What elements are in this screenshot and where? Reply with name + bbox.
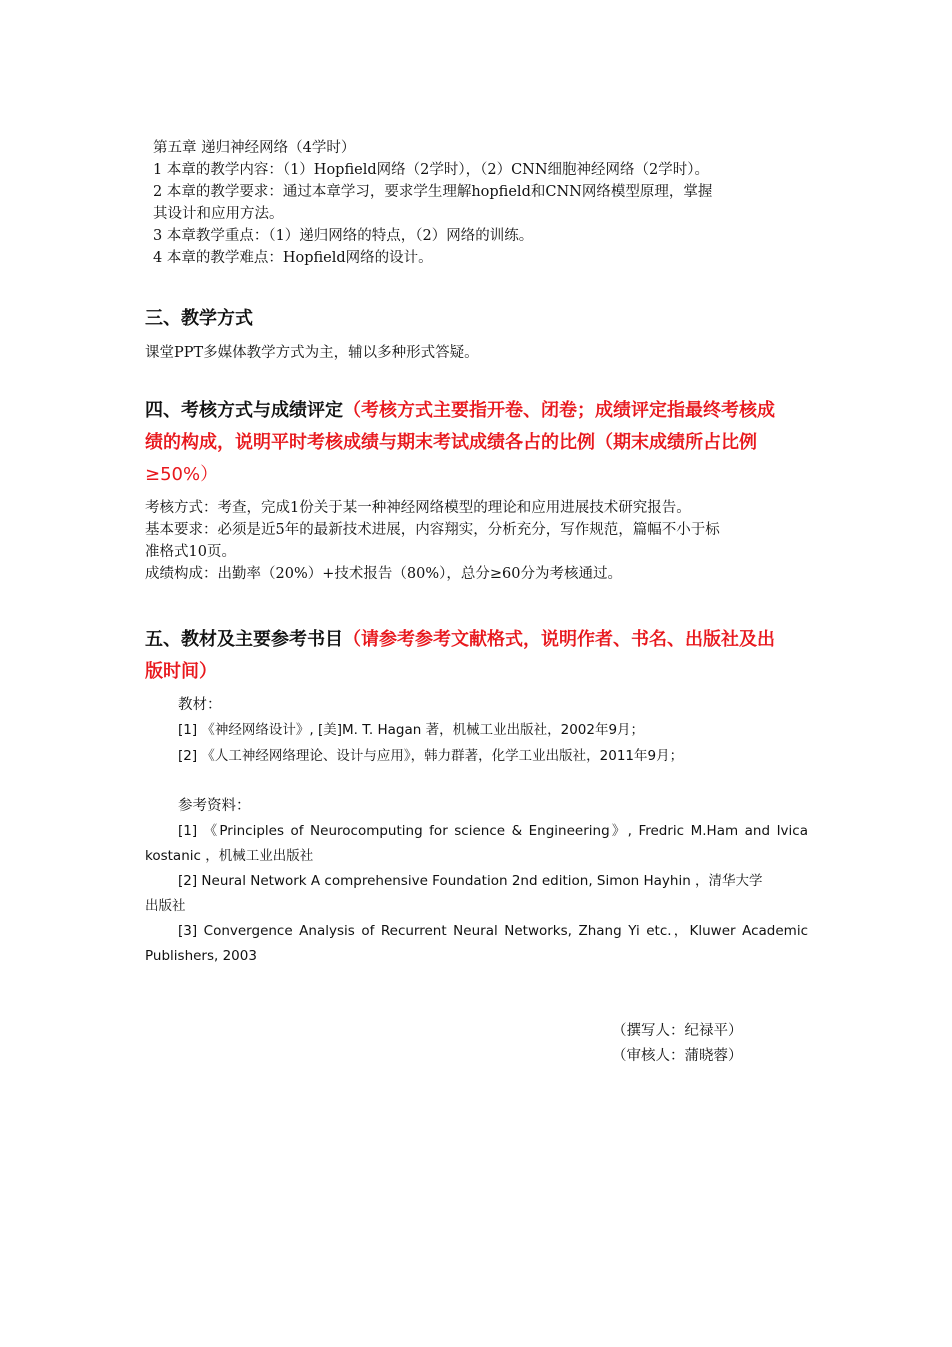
reference-label: 参考资料： [178,798,251,814]
author-signature: （撰写人：纪禄平） [612,1023,743,1039]
section4-note: （考核方式主要指开卷、闭卷；成绩评定指最终考核成 [343,400,775,421]
section5-heading-line1 [145,624,775,656]
reference-item: [1] 《Principles of Neurocomputing for science & Engineering》, Fredric M.Ham and Ivica [178,823,808,839]
section5-note: （请参考参考文献格式，说明作者、书名、出版社及出 [343,629,775,650]
chapter5-requirement-cont: 其设计和应用方法。 [153,206,284,222]
reference-item-cont: 出版社 [145,898,186,914]
section4-heading: 四、考核方式与成绩评定 [145,400,343,421]
section3-body: 课堂PPT多媒体教学方式为主，辅以多种形式答疑。 [145,345,479,361]
chapter5-difficulties: 4 本章的教学难点：Hopfield网络的设计。 [153,250,433,266]
chapter5-requirement: 2 本章的教学要求：通过本章学习，要求学生理解hopfield和CNN网络模型原理，掌握 [153,184,713,200]
chapter5-title: 第五章 递归神经网络（4学时） [153,140,356,156]
section5-note-line2: 版时间） [145,661,217,682]
chapter5-key-points: 3 本章教学重点：（1）递归网络的特点，（2）网络的训练。 [153,228,534,244]
basic-requirement-cont: 准格式10页。 [145,544,236,560]
reviewer-signature: （审核人：蒲晓蓉） [612,1048,743,1064]
reference-item-cont: Publishers, 2003 [145,948,257,964]
section4-note-line3: ≥50%） [145,464,219,485]
grade-composition: 成绩构成：出勤率（20%）+技术报告（80%），总分≥60分为考核通过。 [145,566,622,582]
reference-item: [2] Neural Network A comprehensive Foundation 2nd edition, Simon Hayhin ，清华大学 [178,873,763,889]
textbook-item: [2] 《人工神经网络理论、设计与应用》，韩力群著，化学工业出版社，2011年9月； [178,748,684,764]
section4-note-line2: 绩的构成，说明平时考核成绩与期末考试成绩各占的比例（期末成绩所占比例 [145,432,757,453]
assessment-method: 考核方式：考查，完成1份关于某一种神经网络模型的理论和应用进展技术研究报告。 [145,500,691,516]
basic-requirement: 基本要求：必须是近5年的最新技术进展，内容翔实，分析充分，写作规范，篇幅不小于标 [145,522,720,538]
textbook-label: 教材： [178,697,222,713]
section4-heading-line1 [145,395,775,427]
reference-item-cont: kostanic ，机械工业出版社 [145,848,314,864]
section3-heading: 三、教学方式 [145,308,253,329]
reference-item: [3] Convergence Analysis of Recurrent Neural Networks, Zhang Yi etc.，Kluwer Academic [178,923,808,939]
chapter5-content: 1 本章的教学内容：（1）Hopfield网络（2学时），（2）CNN细胞神经网络（2学时）。 [153,162,710,178]
section5-heading: 五、教材及主要参考书目 [145,629,343,650]
textbook-item: [1] 《神经网络设计》, [美]M. T. Hagan 著，机械工业出版社，2002年9月； [178,722,645,738]
